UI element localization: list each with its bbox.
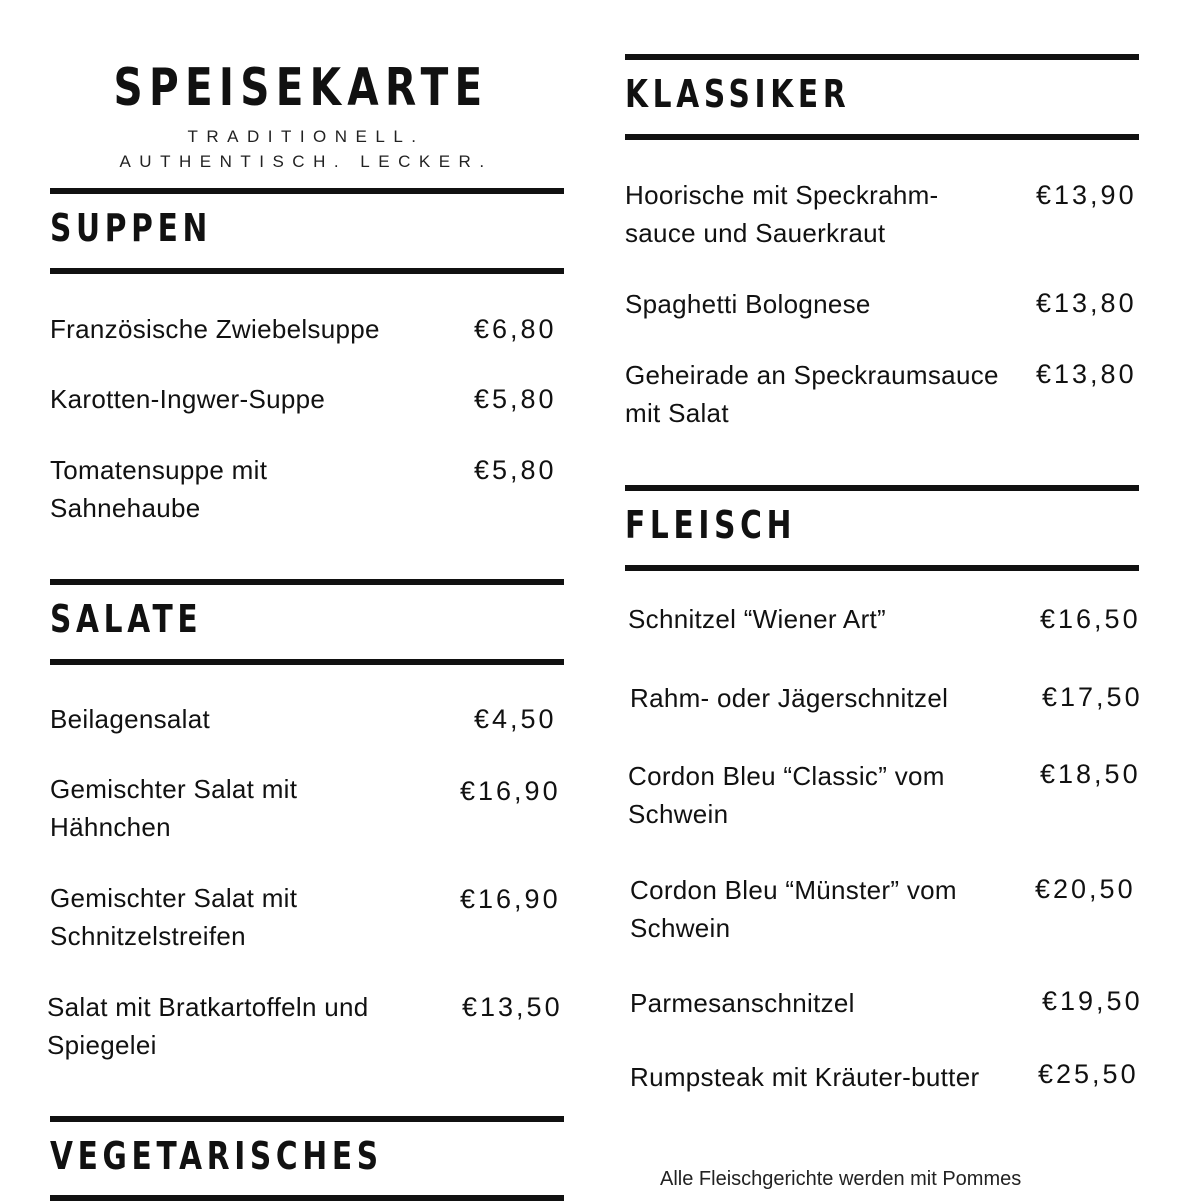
menu-item-price: €13,80	[1036, 359, 1137, 389]
subtitle-line-2: AUTHENTISCH. LECKER.	[119, 152, 493, 171]
divider	[625, 485, 1139, 491]
divider	[50, 579, 564, 585]
menu-item-price: €5,80	[474, 384, 557, 414]
menu-item-price: €13,50	[462, 992, 563, 1022]
menu-item-price: €20,50	[1035, 874, 1136, 904]
menu-item-price: €5,80	[474, 455, 557, 485]
menu-item-name: Gemischter Salat mit Schnitzelstreifen	[50, 883, 298, 951]
menu-item-name: Hoorische mit Speckrahm-sauce und Sauerkraut	[625, 180, 939, 248]
menu-item-price: €18,50	[1040, 759, 1141, 789]
menu-item-price: €13,80	[1036, 288, 1137, 318]
menu-item-price: €16,90	[460, 776, 561, 806]
fleisch-footnote: Alle Fleischgerichte werden mit Pommes	[660, 1168, 1022, 1190]
menu-item-name: Rumpsteak mit Kräuter-butter	[630, 1062, 980, 1092]
menu-item-price: €16,90	[460, 884, 561, 914]
menu-title: SPEISEKARTE	[113, 58, 489, 118]
menu-subtitle	[50, 124, 562, 174]
menu-item-name: Gemischter Salat mit Hähnchen	[50, 774, 298, 842]
section-heading-fleisch: FLEISCH	[625, 503, 797, 547]
menu-item-price: €6,80	[474, 314, 557, 344]
divider	[625, 54, 1139, 60]
divider	[50, 268, 564, 274]
menu-item-name: Tomatensuppe mit Sahnehaube	[50, 455, 268, 523]
menu-item-price: €25,50	[1038, 1059, 1139, 1089]
divider	[50, 188, 564, 194]
subtitle-line-1: TRADITIONELL.	[187, 127, 425, 146]
menu-item-name: Salat mit Bratkartoffeln und Spiegelei	[47, 992, 369, 1060]
menu-item-name: Französische Zwiebelsuppe	[50, 314, 380, 344]
section-heading-salate: SALATE	[50, 597, 203, 641]
menu-item-name: Geheirade an Speckraumsauce mit Salat	[625, 360, 999, 428]
divider	[625, 134, 1139, 140]
menu-item-price: €16,50	[1040, 604, 1141, 634]
menu-item-name: Karotten-Ingwer-Suppe	[50, 384, 326, 414]
menu-item-name: Cordon Bleu “Classic” vom Schwein	[628, 761, 945, 829]
menu-item-name: Rahm- oder Jägerschnitzel	[630, 683, 949, 713]
section-heading-suppen: SUPPEN	[50, 206, 212, 250]
divider	[625, 565, 1139, 571]
menu-item-price: €13,90	[1036, 180, 1137, 210]
menu-item-price: €19,50	[1042, 986, 1143, 1016]
menu-item-name: Schnitzel “Wiener Art”	[628, 604, 887, 634]
menu-item-name: Cordon Bleu “Münster” vom Schwein	[630, 875, 957, 943]
section-heading-vegetarisches: VEGETARISCHES	[50, 1134, 383, 1178]
menu-item-name: Beilagensalat	[50, 704, 211, 734]
menu-item-price: €17,50	[1042, 682, 1143, 712]
divider	[50, 659, 564, 665]
section-heading-klassiker: KLASSIKER	[625, 72, 851, 116]
divider	[50, 1195, 564, 1201]
divider	[50, 1116, 564, 1122]
menu-item-name: Spaghetti Bolognese	[625, 289, 871, 319]
menu-item-price: €4,50	[474, 704, 557, 734]
menu-item-name: Parmesanschnitzel	[630, 988, 855, 1018]
